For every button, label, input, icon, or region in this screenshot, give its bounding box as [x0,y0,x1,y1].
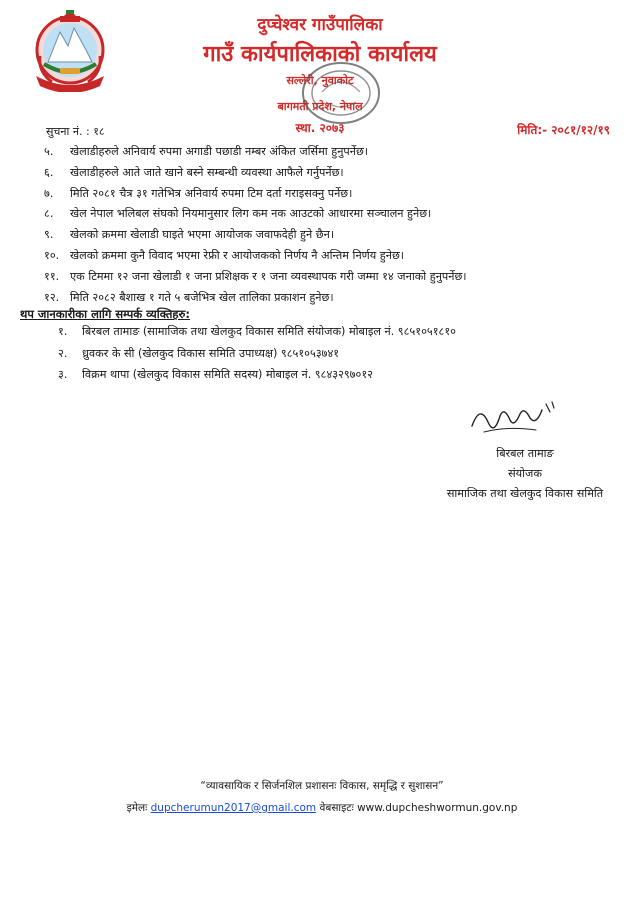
website-label: वेबसाइटः [319,802,354,814]
contacts-heading: थप जानकारीका लागि सम्पर्क व्यक्तिहरु: [20,307,191,321]
office-name: गाउँ कार्यपालिकाको कार्यालय [203,42,437,67]
email-label: इमेलः [126,802,148,814]
office-slogan: “व्यावसायिक र सिर्जनशिल प्रशासनः विकास, समृद्धि र सुशासन” [200,780,444,792]
contact-item [58,343,618,365]
rule-number: १२. [44,290,60,304]
contact-number: ३. [58,368,68,381]
office-stamp-icon [296,58,386,128]
contacts-list [58,321,618,386]
municipality-name: दुप्चेश्वर गाउँपालिका [257,15,383,35]
notice-label: सुचना नं. : [46,125,90,138]
nepal-emblem-icon [30,10,110,92]
footer-contact [0,801,644,815]
signatory-block [420,444,630,504]
established-year: स्था. २०७३ [295,121,345,135]
rule-item [44,204,624,225]
rule-text: खेलाडीहरुले अनिवार्य रुपमा अगाडी पछाडी नम्बर अंकित जर्सिमा हुनुपर्नेछ। [70,145,369,158]
rule-number: १०. [44,248,60,262]
province-name: बागमती प्रदेश, नेपाल [277,100,363,113]
website-link[interactable]: www.dupcheshwormun.gov.np [357,802,518,814]
contact-number: २. [58,346,68,360]
rule-text: खेलको क्रममा खेलाडी घाइते भएमा आयोजक जवाफदेही हुने छैन। [70,228,335,242]
signatory-name: बिरबल तामाङ [496,447,554,460]
rule-text: मिति २०८२ बैशाख १ गते ५ बजेभित्र खेल तालिका प्रकाशन हुनेछ। [70,290,334,304]
rule-number: ९. [44,228,54,242]
rule-item [44,142,624,163]
contact-text: ध्रुवकर के सी (खेलकुद विकास समिति उपाध्यक्ष) ९८५१०५३७४१ [82,346,340,360]
rule-number: ८. [44,207,54,221]
rule-number: ६. [44,165,54,179]
rule-text: खेल नेपाल भलिबल संघको नियमानुसार लिग कम नक आउटको आधारमा सञ्चालन हुनेछ। [70,207,432,221]
letter-date: मिति:- २०८१/१२/१९ [517,123,610,137]
rule-item [44,267,624,288]
contact-item [58,364,618,386]
rule-item [44,246,624,267]
rule-number: ७. [44,186,54,200]
rule-item [44,184,624,205]
rule-number: ५. [44,145,54,158]
contact-item [58,321,618,343]
rule-text: खेलाडीहरुले आते जाते खाने बस्ने सम्बन्धी व्यवस्था आफैले गर्नुपर्नेछ। [70,165,344,179]
notice-reference [46,124,105,139]
signatory-committee: सामाजिक तथा खेलकुद विकास समिति [446,487,604,500]
email-link[interactable]: dupcherumun2017@gmail.com [150,802,317,814]
notice-number: १८ [93,125,105,138]
rule-item [44,225,624,246]
rule-number: ११. [44,269,60,283]
rule-text: खेलको क्रममा कुनै विवाद भएमा रेफ्री र आयोजकको निर्णय नै अन्तिम निर्णय हुनेछ। [70,248,405,262]
signatory-role: संयोजक [508,467,542,480]
rule-item [44,288,624,309]
rule-item [44,163,624,184]
contact-number: १. [58,325,68,338]
office-location: सल्लेरी, नुवाकोट [286,74,354,87]
rule-text: एक टिममा १२ जना खेलाडी १ जना प्रशिक्षक र १ जना व्यवस्थापक गरी जम्मा १४ जनाको हुनुपर्नेछ। [70,269,467,283]
contact-text: बिरबल तामाङ (सामाजिक तथा खेलकुद विकास समिति संयोजक) मोबाइल नं. ९८५१०५१८१० [82,325,456,338]
rules-list [44,142,624,308]
signature-icon [466,396,566,442]
contact-text: विक्रम थापा (खेलकुद विकास समिति सदस्य) मोबाइल नं. ९८४३२९७०१२ [82,368,373,381]
rule-text: मिति २०८१ चैत्र ३१ गतेभित्र अनिवार्य रुपमा टिम दर्ता गराइसक्नु पर्नेछ। [70,186,353,200]
